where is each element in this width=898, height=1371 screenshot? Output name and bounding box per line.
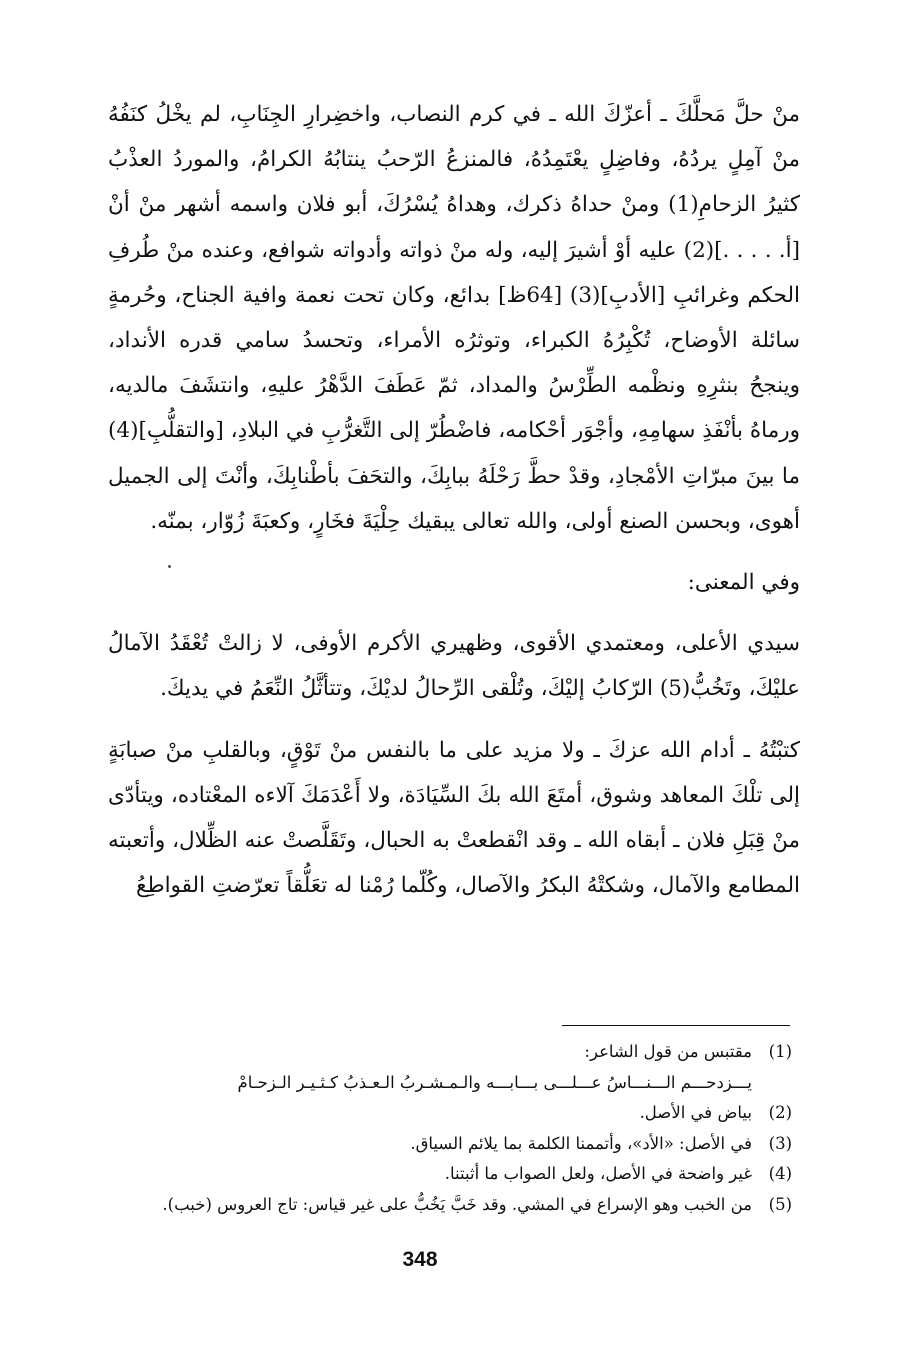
footnote-number: (5) bbox=[768, 1194, 792, 1214]
footnote-text: مقتبس من قول الشاعر: bbox=[584, 1042, 752, 1061]
footnotes bbox=[60, 1037, 800, 1220]
footnote-3 bbox=[60, 1129, 800, 1160]
footnote-number: (2) bbox=[768, 1103, 792, 1122]
section-heading: وفي المعنى: bbox=[687, 570, 800, 596]
footnote-text: غير واضحة في الأصل، ولعل الصواب ما أثبتنا. bbox=[444, 1164, 752, 1183]
page-number: 348 bbox=[402, 1248, 438, 1271]
footnote-1 bbox=[60, 1037, 800, 1068]
paragraph-3: كتبْتُهُ ـ أدام الله عزكَ ـ ولا مزيد على ما بالنفس منْ تَوْقٍ، وبالقلبِ منْ صبابَةٍ إلى تلْكَ المعاهد وشوق، أمتَعَ الله بكَ السِّيَادَة، ولا أَعْدَمَكَ آلاءه المعْتاده، ويتأدّى منْ قِبَلِ فلان ـ أبقاه الله ـ وقد انْقطعتْ به الحبال، وتَقَلَّصتْ عنه الظِّلال، وأتعبته المطامع والآمال، وشكتْهُ البكرُ والآصال، وكُلّما رُمْنا له تعَلُّقاً تعرّضتِ القواطِعُ bbox=[108, 737, 800, 899]
footnote-text: من الخبب وهو الإسراع في المشي. وقد خَبَّ يَخُبُّ على غير قياس: تاج العروس (خبب). bbox=[162, 1194, 752, 1214]
footnote-text: في الأصل: «الأد»، وأتممنا الكلمة بما يلائم السياق. bbox=[410, 1133, 752, 1153]
paragraph-2: سيدي الأعلى، ومعتمدي الأقوى، وظهيري الأكرم الأوفى، لا زالتْ تُعْقَدُ الآمالُ عليْكَ، وتَخُبُّ(5) الرّكابُ إليْكَ، وتُلْقى الرِّحالُ لديْكَ، وتتأثَّلُ النِّعَمُ في يديكَ. bbox=[108, 631, 800, 702]
footnote-4 bbox=[60, 1159, 800, 1190]
footnote-number: (1) bbox=[768, 1042, 792, 1061]
footnote-number: (3) bbox=[768, 1133, 792, 1153]
footnote-text: بياض في الأصل. bbox=[639, 1103, 752, 1122]
footnote-5 bbox=[60, 1190, 800, 1221]
footnote-number: (4) bbox=[768, 1164, 792, 1183]
paragraph-1: منْ حلَّ مَحلَّكَ ـ أعزّكَ الله ـ في كرم النصاب، واخضِرارِ الجِنَابِ، لم يخْلُ كنَفُهُ منْ آمِلٍ يردُهُ، وفاضِلٍ يعْتَمِدُهُ، فالمنزعُ الرّحبُ ينتابُهُ الكرامُ، والموردُ العذْبُ كثيرُ الزحامِ(1) ومنْ حداهُ ذكرك، وهداهُ يُسْرُكَ، أبو فلان واسمه أشهر منْ أنْ [أ. . . . .](2) عليه أوْ أشيرَ إليه، وله منْ ذواته وأدواته شوافع، وعنده منْ طُرفِ الحكم وغرائبِ [الأدبِ](3) [64ظ] بدائع، وكان تحت نعمة وافية الجناح، وحُرمةٍ سائلة الأوضاح، تُكْبِرُهُ الكبراء، وتوثرُه الأمراء، وتحسدُ سامي قدره الأنداد، وينجحُ بنثرِهِ ونظْمه الطِّرْسُ والمداد، ثمّ عَطَفَ الدَّهْرُ عليهِ، وانتشَفَ مالديه، ورماهُ بأنْفَذِ سهامِهِ، وأجْوَر أحْكامه، فاضْطُرّ إلى التَّغرُّبِ في البلادِ، [والتقلُّبِ](4) ما بينَ مبرّاتِ الأمْجادِ، وقدْ حطَّ رَحْلَهُ ببابِكَ، والتحَفَ بأطْنابِكَ، وأنْتَ إلى الجميل أهوى، وبحسن الصنع أولى، والله تعالى يبقيك حِلْيَةَ فخَارٍ، وكعبَةَ زُوّار، بمنّه. bbox=[108, 102, 800, 534]
footnote-verse: يـــزدحـــم الـــنـــاسُ عـــلـــى بـــابـــه والـمـشـربُ الـعـذبُ كـثـيـر الـزحـامْ bbox=[237, 1072, 752, 1092]
main-text bbox=[108, 92, 800, 908]
stray-dot bbox=[168, 565, 171, 568]
footnote-divider bbox=[562, 1025, 790, 1026]
footnote-2 bbox=[60, 1098, 800, 1129]
